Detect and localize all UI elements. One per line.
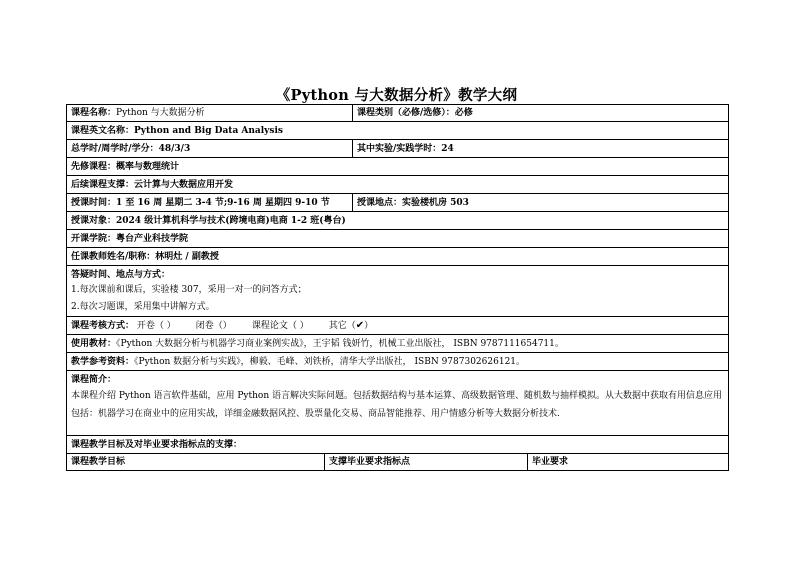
column-header-objective-label: 课程教学目标 (71, 457, 126, 467)
teacher-value: 林明灶 / 副教授 (155, 251, 219, 262)
qa-cell (67, 266, 729, 317)
course-name-cell (67, 105, 353, 122)
row-english-name (67, 122, 729, 140)
college-cell (67, 230, 729, 248)
checkmark-icon: ✔ (355, 319, 365, 331)
syllabus-table (66, 104, 729, 471)
reference-label: 教学参考资料： (71, 356, 135, 367)
college-value: 粤台产业科技学院 (116, 233, 189, 244)
row-assessment (67, 317, 729, 335)
document-title: 《Python 与大数据分析》教学大纲 (275, 87, 518, 104)
english-name-label: 课程英文名称： (71, 125, 135, 136)
lab-hours-value: 24 (441, 143, 454, 154)
row-objectives-columns (67, 454, 729, 471)
prerequisite-cell (67, 158, 729, 176)
qa-heading: 答疑时间、地点与方式： (71, 270, 171, 280)
lab-hours-cell (353, 140, 729, 158)
assessment-paper: 课程论文（ ） (251, 320, 309, 331)
teacher-label: 任课教师姓名/职称： (71, 251, 156, 262)
objectives-heading: 课程教学目标及对毕业要求指标点的支撑： (71, 439, 243, 450)
objectives-heading-cell (67, 436, 729, 454)
qa-line-2: 2.每次习题课，采用集中讲解方式。 (71, 302, 215, 312)
audience-value: 2024 级计算机科学与技术(跨境电商)电商 1-2 班(粤台) (116, 215, 346, 226)
english-name-value: Python and Big Data Analysis (134, 125, 283, 136)
textbook-label: 使用教材： (71, 338, 117, 349)
course-name-label: 课程名称： (71, 108, 117, 118)
college-label: 开课学院： (71, 233, 117, 244)
assessment-cell (67, 317, 729, 335)
qa-line-1: 1.每次课前和课后，实验楼 307，采用一对一的问答方式； (71, 285, 307, 295)
course-name-value: Python 与大数据分析 (116, 108, 205, 118)
row-schedule (67, 194, 729, 212)
audience-label: 授课对象： (71, 215, 117, 226)
row-objectives-heading (67, 436, 729, 454)
row-qa (67, 266, 729, 317)
assessment-other-close: ） (364, 320, 374, 331)
row-college (67, 230, 729, 248)
row-hours (67, 140, 729, 158)
row-audience (67, 212, 729, 230)
hours-cell (67, 140, 353, 158)
schedule-label: 授课时间： (71, 197, 117, 208)
column-header-requirement (528, 454, 729, 471)
location-value: 实验楼机房 503 (402, 197, 469, 208)
row-teacher (67, 248, 729, 266)
row-textbook (67, 335, 729, 353)
hours-value: 48/3/3 (158, 143, 191, 154)
assessment-label: 课程考核方式： (71, 320, 135, 331)
textbook-cell (67, 335, 729, 353)
textbook-value: 《Python 大数据分析与机器学习商业案例实战》，王宇韬 钱妍竹，机械工业出版社， ISBN 9787111654711。 (116, 338, 564, 349)
row-prerequisite (67, 158, 729, 176)
row-reference (67, 353, 729, 371)
followup-cell (67, 176, 729, 194)
lab-hours-label: 其中实验/实践学时： (357, 143, 442, 154)
course-category-label: 课程类别（必修/选修）： (357, 108, 455, 118)
intro-text: 本课程介绍 Python 语言软件基础，应用 Python 语言解决实际问题。包括数据结构与基本运算、高级数据管理、随机数与抽样模拟。从大数据中获取有用信息应用包括：机器学习在商业中的应用实战，详细金融数据风控、股票量化交易、商品智能推荐、用户情感分析等大数据分析技术. (71, 391, 722, 419)
location-cell (353, 194, 729, 212)
followup-label: 后续课程支撑： (71, 179, 135, 190)
prerequisite-value: 概率与数理统计 (116, 161, 180, 172)
column-header-indicator-label: 支撑毕业要求指标点 (329, 457, 411, 467)
assessment-open-book: 开卷（ ） (136, 320, 176, 331)
schedule-cell (67, 194, 353, 212)
location-label: 授课地点： (357, 197, 403, 208)
row-course-name (67, 105, 729, 122)
hours-label: 总学时/周学时/学分： (71, 143, 159, 154)
teacher-cell (67, 248, 729, 266)
reference-cell (67, 353, 729, 371)
intro-heading: 课程简介： (71, 375, 117, 385)
audience-cell (67, 212, 729, 230)
assessment-closed-book: 闭卷（） (195, 320, 232, 331)
reference-value: 《Python 数据分析与实践》，柳毅、毛峰、刘铁桥，清华大学出版社， ISBN 9787302626121。 (134, 356, 526, 367)
course-category-cell (353, 105, 729, 122)
schedule-value: 1 至 16 周 星期二 3-4 节;9-16 周 星期四 9-10 节 (116, 197, 330, 208)
row-intro (67, 371, 729, 436)
column-header-objective (67, 454, 325, 471)
intro-cell (67, 371, 729, 436)
column-header-requirement-label: 毕业要求 (532, 457, 569, 467)
row-followup (67, 176, 729, 194)
course-category-value: 必修 (454, 108, 473, 118)
prerequisite-label: 先修课程： (71, 161, 117, 172)
english-name-cell (67, 122, 729, 140)
column-header-indicator (325, 454, 528, 471)
followup-value: 云计算与大数据应用开发 (134, 179, 234, 190)
assessment-other: 其它（ (328, 320, 356, 331)
